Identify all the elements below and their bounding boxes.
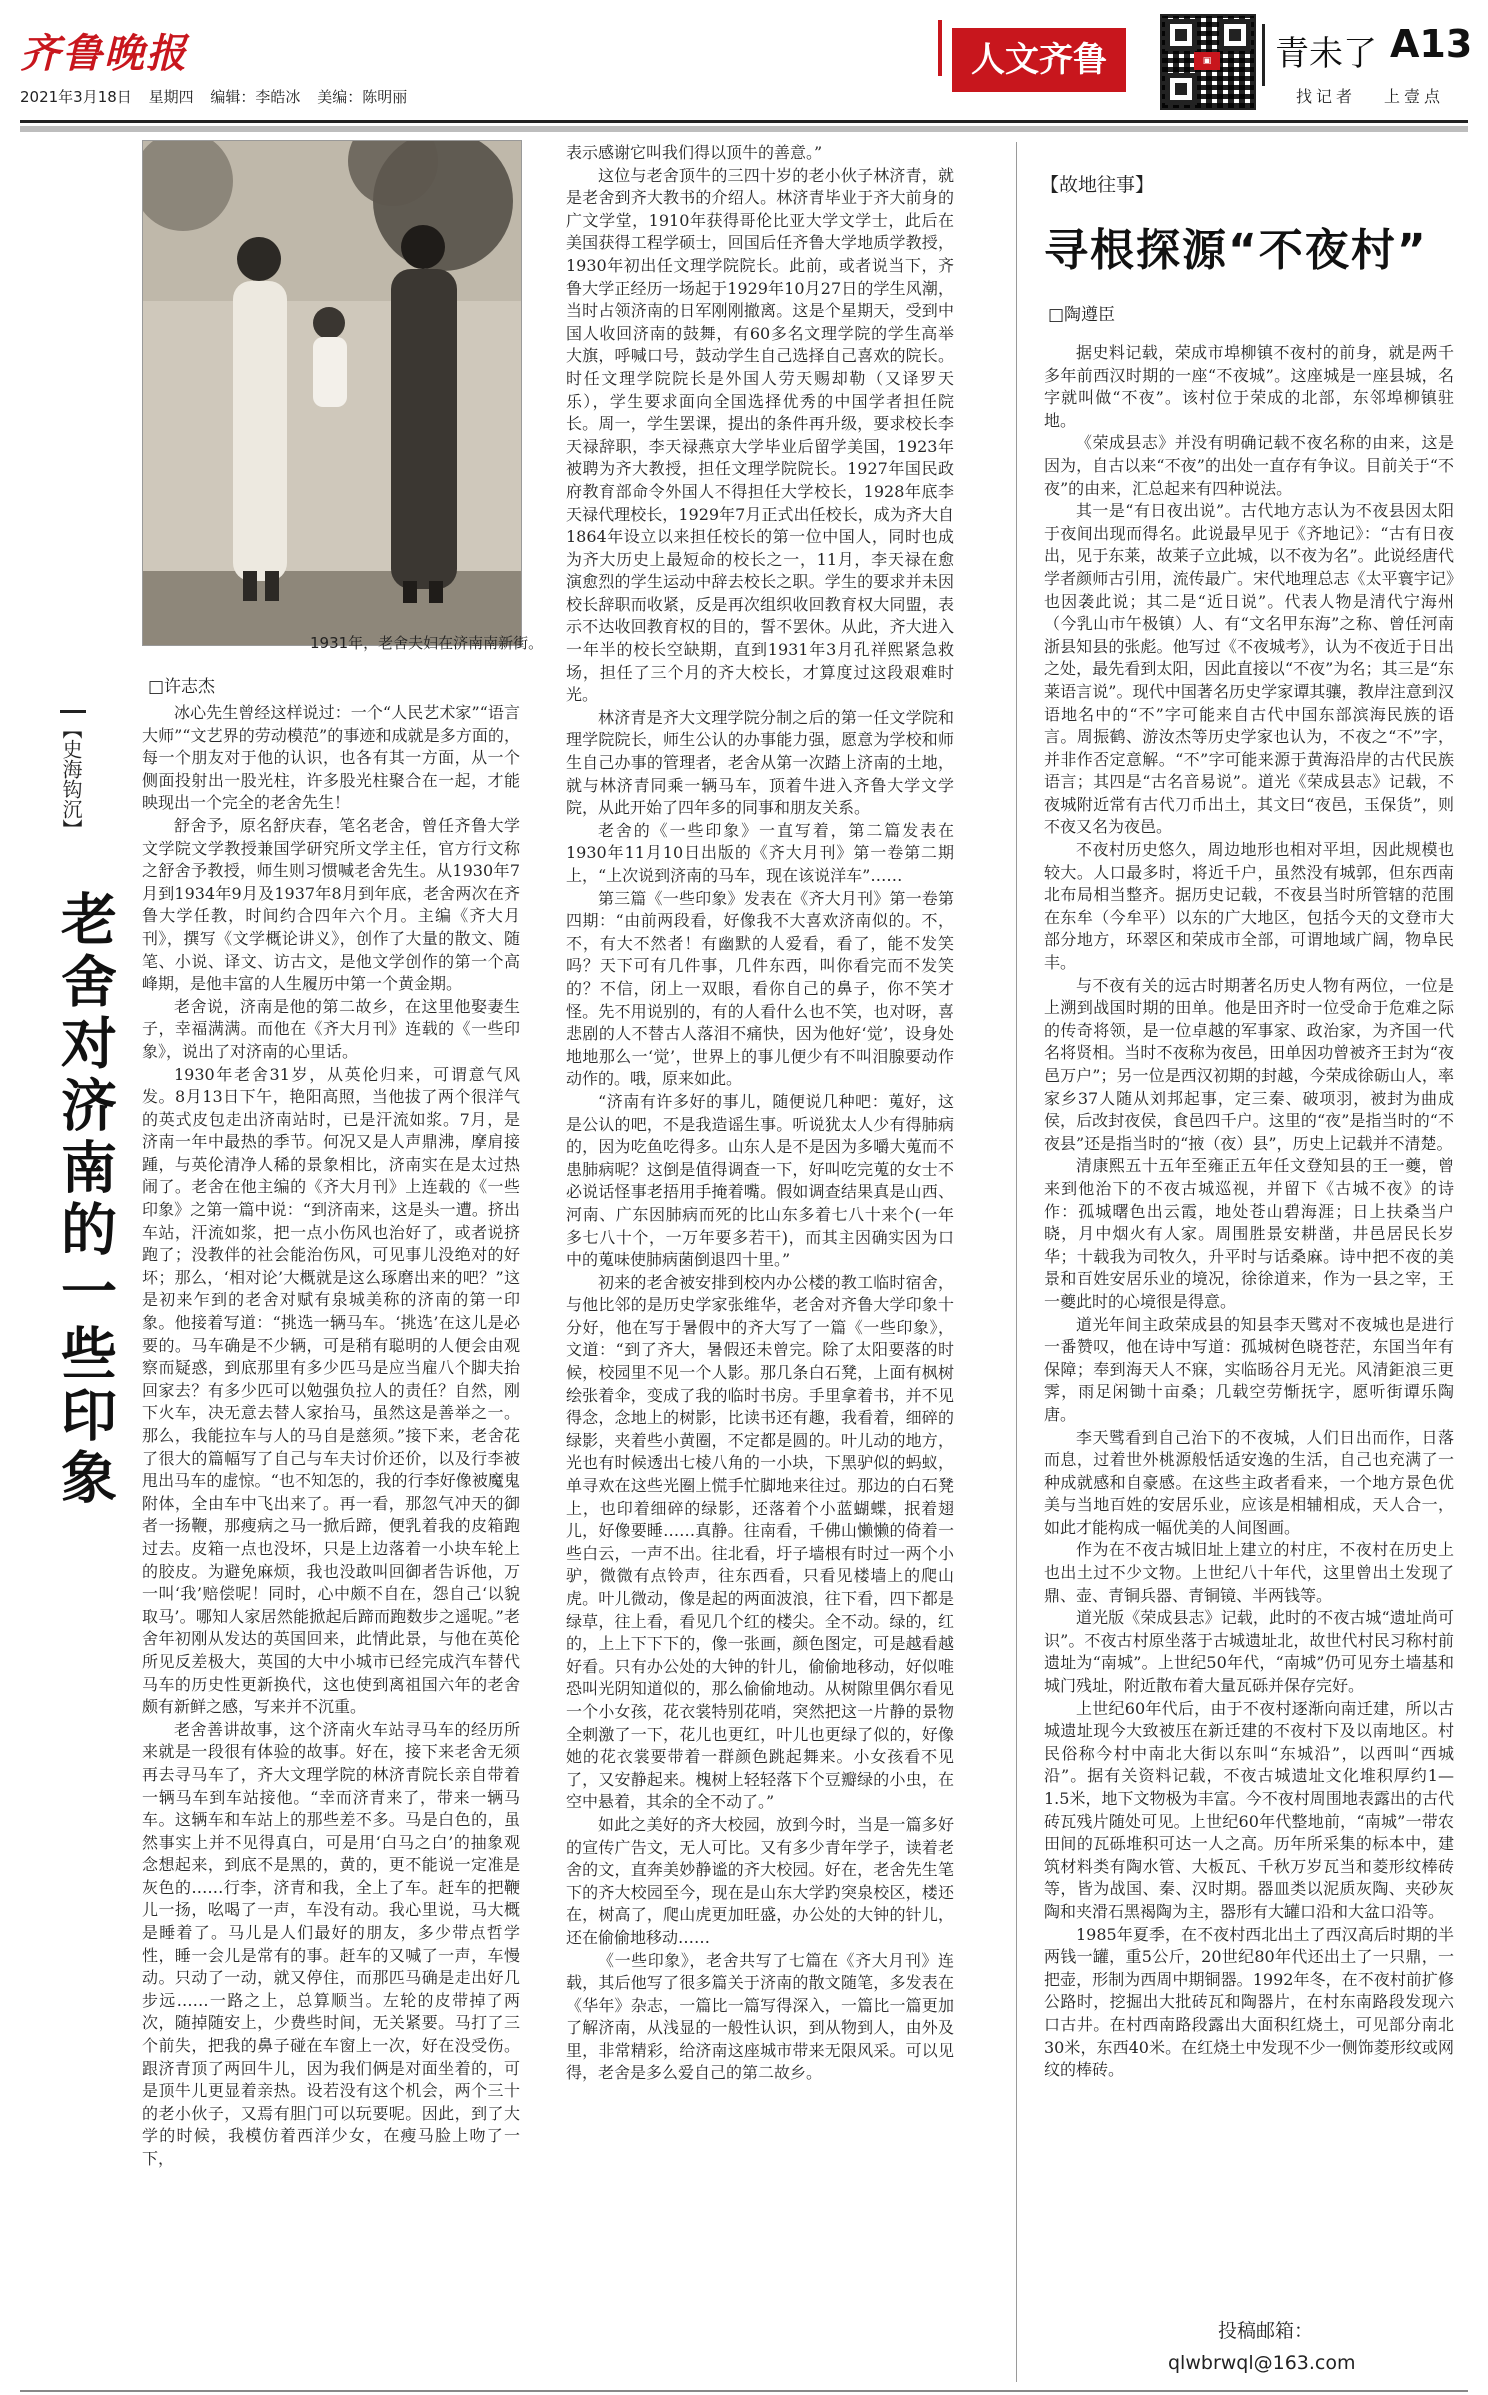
header-rule-gray xyxy=(20,126,1468,132)
right-article-body xyxy=(1044,342,1454,2300)
paragraph: 其一是“有日夜出说”。古代地方志认为不夜县因太阳于夜间出现而得名。此说最早见于《齐地记》：“古有日夜出，见于东莱，故莱子立此城，以不夜为名”。此说经唐代学者颜师古引用，流传最广。宋代地理总志《太平寰宇记》也因袭此说；其二是“近日说”。代表人物是清代宁海州（今乳山市午极镇）人、有“文名甲东海”之称、曾任河南浙县知县的张彪。他写过《不夜城考》，认为不夜近于日出之处，最先看到太阳，因此直接以“不夜”为名；其三是“东莱语言说”。现代中国著名历史学家谭其骧，教岸注意到汉语地名中的“不”字可能来自古代中国东部滨海民族的语言。周振鹤、游汝杰等历史学家也认为，不夜之“不”字，并非作否定意解。“不”字可能来源于黄海沿岸的古代民族语言；其四是“古名音易说”。道光《荣成县志》记载，不夜城附近常有古代刀币出土，其文曰“夜邑，玉保货”，则不夜又名为夜邑。 xyxy=(1044,501,1454,837)
right-byline: □陶遵臣 xyxy=(1048,305,1116,325)
paragraph: 老舍说，济南是他的第二故乡，在这里他娶妻生子，幸福满满。而他在《齐大月刊》连载的《一些印象》，说出了对济南的心里话。 xyxy=(142,996,520,1061)
paragraph: “济南有许多好的事儿，随便说几种吧：蒐好，这是公认的吧，不是我造谣生事。听说犹太人少有得肺病的，因为吃鱼吃得多。山东人是不是因为多嚼大蒐而不患肺病呢？这倒是值得调查一下，好叫吃完蒐的女士不必说话怪事老捂用手掩着嘴。假如调查结果真是山西、河南、广东因肺病而死的比山东多着七八十来个(一年多七八十个，一万年要多若干)，而其主因确实因为口中的蒐味使肺病菌倒退四十里。” xyxy=(566,1091,954,1270)
column-divider xyxy=(1016,142,1017,2382)
paragraph: 1985年夏季，在不夜村西北出土了西汉高后时期的半两钱一罐，重5公斤，20世纪80年代还出土了一只鼎，一把壶，形制为西周中期铜器。1992年冬，在不夜村前扩修公路时，挖掘出大批砖瓦和陶器片，在村东南路段发现六口古井。在村西南路段露出大面积红烧土，可见部分南北30米，东西40米。在红烧土中发现不少一侧饰菱形纹或网纹的棒砖。 xyxy=(1044,1924,1454,2080)
paragraph: 老舍的《一些印象》一直写着，第二篇发表在1930年11月10日出版的《齐大月刊》第一卷第二期上，“上次说到济南的马车，现在该说洋车”…… xyxy=(566,820,954,885)
paragraph: 老舍善讲故事，这个济南火车站寻马车的经历所来就是一段很有体验的故事。好在，接下来老舍无须再去寻马车了，齐大文理学院的林济青院长亲自带着一辆马车到车站接他。“幸而济青来了，带来一辆马车。这辆车和车站上的那些差不多。马是白色的，虽然事实上并不见得真白，可是用‘白马之白’的抽象观念想起来，到底不是黑的，黄的，更不能说一定准是灰色的……行李，济青和我，全上了车。赶车的把鞭儿一扬，吆喝了一声，车没有动。我心里说，马大概是睡着了。马儿是人们最好的朋友，多少带点哲学性，睡一会儿是常有的事。赶车的又喊了一声，车慢动。只动了一动，就又停住，而那匹马确是走出好几步远……一路之上，总算顺当。左轮的皮带掉了两次，随掉随安上，少费些时间，无关紧要。马打了三个前失，把我的鼻子碰在车窗上一次，好在没受伤。跟济青顶了两回牛儿，因为我们俩是对面坐着的，可是顶牛儿更显着亲热。设若没有这个机会，两个三十的老小伙子，又焉有胆门可以玩要呢。因此，到了大学的时候，我模仿着西洋少女，在瘦马脸上吻了一下， xyxy=(142,1719,520,2168)
paragraph: 李天骘看到自己治下的不夜城，人们日出而作，日落而息，过着世外桃源般恬适安逸的生活，自己也充满了一种成就感和自豪感。在这些主政者看来，一个地方景色优美与当地百姓的安居乐业，应该是相辅相成，天人合一，如此才能构成一幅优美的人间图画。 xyxy=(1044,1427,1454,1537)
right-column-tag: 【故地往事】 xyxy=(1040,174,1155,196)
footer-rule xyxy=(20,2390,1468,2392)
editors-line xyxy=(1296,84,1472,107)
paragraph: 《一些印象》，老舍共写了七篇在《齐大月刊》连载，其后他写了很多篇关于济南的散文随笔，多发表在《华年》杂志，一篇比一篇写得深入，一篇比一篇更加了解济南，从浅显的一般性认识，到从物到人，由外及里，非常精彩，给济南这座城市带来无限风采。可以见得，老舍是多么爱自己的第二故乡。 xyxy=(566,1950,954,2083)
left-article-column-1 xyxy=(142,702,520,2382)
paragraph: 与不夜有关的远古时期著名历史人物有两位，一位是上溯到战国时期的田单。他是田齐时一位受命于危难之际的传奇将领，是一位卓越的军事家、政治家，为齐国一代名将贤相。当时不夜称为夜邑，田单因功曾被齐王封为“夜邑万户”；另一位是西汉初期的封越，今荣成徐砺山人，率家乡37人随从刘邦起事，定三秦、破项羽，被封为曲成侯，后改封夜侯，食邑四千户。这里的“夜”是指当时的“不夜县”还是指当时的“掖（夜）县”，历史上记载并不清楚。 xyxy=(1044,975,1454,1153)
issue-weekday: 星期四 xyxy=(148,88,194,106)
page-title: 青未了 xyxy=(1275,34,1377,74)
paragraph: 如此之美好的齐大校园，放到今时，当是一篇多好的宣传广告文，无人可比。又有多少青年学子，读着老舍的文，直奔美妙静谧的齐大校园。好在，老舍先生笔下的齐大校园至今，现在是山东大学趵突泉校区，楼还在，树高了，爬山虎更加旺盛，办公处的大钟的针儿，还在偷偷地移动…… xyxy=(566,1814,954,1947)
masthead-divider xyxy=(1262,24,1265,86)
paragraph: 上世纪60年代后，由于不夜村逐渐向南迁建，所以古城遗址现今大致被压在新迁建的不夜村下及以南地区。村民俗称今村中南北大街以东叫“东城沿”，以西叫“西城沿”。据有关资料记载，不夜古城遗址文化堆积厚约1—1.5米，地下文物极为丰富。今不夜村周围地表露出的古代砖瓦残片随处可见。上世纪60年代整地前，“南城”一带农田间的瓦砾堆积可达一人之高。历年所采集的标本中，建筑材料类有陶水管、大板瓦、千秋万岁瓦当和菱形纹棒砖等，皆为战国、秦、汉时期。器皿类以泥质灰陶、夹砂灰陶和夹滑石黑褐陶为主，器形有大罐口沿和大盆口沿等。 xyxy=(1044,1698,1454,1921)
issue-designer: 美编：陈明丽 xyxy=(317,88,408,106)
paragraph: 表示感谢它叫我们得以顶牛的善意。” xyxy=(566,143,823,162)
newspaper-logo: 齐鲁晚报 xyxy=(20,30,188,77)
paragraph: 这位与老舍顶牛的三四十岁的老小伙子林济青，就是老舍到齐大教书的介绍人。林济青毕业于齐大前身的广文学堂，1910年获得哥伦比亚大学文学士，此后在美国获得工程学硕士，回国后任齐鲁大学地质学教授，1930年初出任文理学院院长。此前，或者说当下，齐鲁大学正经历一场起于1929年10月27日的学生风潮，当时占领济南的日军刚刚撤离。这是个星期天，受到中国人收回济南的鼓舞，有60多名文理学院的学生高举大旗，呼喊口号，鼓动学生自己选择自己喜欢的院长。时任文理学院院长是外国人劳天赐却勒（又译罗天乐），学生要求面向全国选择优秀的中国学者担任院长。周一，学生罢课，提出的条件再升级，要求校长李天禄辞职，李天禄燕京大学毕业后留学美国，1923年被聘为齐大教授，担任文理学院院长。1927年国民政府教育部命令外国人不得担任大学校长，1928年底李天禄代理校长，1929年7月正式出任校长，成为齐大自1864年设立以来担任校长的第一位中国人，同时也成为齐大历史上最短命的校长之一，11月，李天禄在愈演愈烈的学生运动中辞去校长之职。学生的要求并未因校长辞职而收紧，反是再次组织收回教育权大同盟，表示不达收回教育权的目的，誓不罢休。从此，齐大进入一年半的校长空缺期，直到1931年3月孔祥熙紧急救场，担任了三个月的齐大校长，才算度过这段艰难时光。 xyxy=(566,165,954,705)
section-tab: 人文齐鲁 xyxy=(952,28,1126,92)
paragraph: 林济青是齐大文理学院分制之后的第一任文学院和理学院院长，师生公认的办事能力强，愿意为学校和师生自己办事的管理者，老舍从第一次踏上济南的土地，就与林济青同乘一辆马车，顶着牛进入齐鲁大学文学院，从此开始了四年多的同事和朋友关系。 xyxy=(566,707,954,818)
left-article-column-2 xyxy=(566,142,954,2380)
right-article-title: 寻根探源“不夜村” xyxy=(1044,225,1428,276)
header-rule xyxy=(20,120,1468,123)
left-byline: □许志杰 xyxy=(148,677,216,697)
paragraph: 道光年间主政荣成县的知县李天骘对不夜城也是进行一番赞叹，他在诗中写道：孤城树色晓苍茫，东国当年有保障；奉到海天人不寐，实临旸谷月无光。风清鉅浪三更霁，雨足闲锄十亩桑；几载空劳惭抚字，愿听街谭乐陶唐。 xyxy=(1044,1314,1454,1424)
submit-label: 投稿邮箱： xyxy=(1218,2320,1314,2342)
left-column-tag: 【史海钩沉】 xyxy=(60,710,86,839)
editors-item: 找记者 xyxy=(1296,87,1357,106)
paragraph: 道光版《荣成县志》记载，此时的不夜古城“遗址尚可识”。不夜古村原坐落于古城遗址北，故世代村民习称村前遗址为“南城”。上世纪50年代，“南城”仍可见夯土墙基和城门残址，附近散布着大量瓦砾并保存完好。 xyxy=(1044,1608,1454,1696)
paragraph: 《荣成县志》并没有明确记载不夜名称的由来，这是因为，自古以来“不夜”的出处一直存有争议。目前关于“不夜”的由来，汇总起来有四种说法。 xyxy=(1044,433,1454,498)
photo-caption: 1931年，老舍夫妇在济南南新街。 xyxy=(310,634,544,652)
page-number: A13 xyxy=(1390,22,1473,66)
paragraph: 初来的老舍被安排到校内办公楼的教工临时宿舍，与他比邻的是历史学家张维华，老舍对齐鲁大学印象十分好，他在写于暑假中的齐大写了一篇《一些印象》，文道：“到了齐大，暑假还未曾完。除了太阳要落的时候，校园里不见一个人影。那几条白石凳，上面有枫树绘张着伞，变成了我的临时书房。手里拿着书，并不见得念，念地上的树影，比读书还有趣，我看着，细碎的绿影，夹着些小黄圈，不定都是圆的。叶儿动的地方，光也有时候透出七棱八角的一小块，下黑驴似的蚂蚁，单寻欢在这些光圈上慌手忙脚地来往过。那边的白石凳上，也印着细碎的绿影，还落着个小蓝蝴蝶，抿着翅儿，好像要睡……真静。往南看，千佛山懒懒的倚着一些白云，一声不出。往北看，圩子墙根有时过一两个小驴，微微有点铃声，往东西看，只看见楼墙上的爬山虎。叶儿微动，像是起的两面波浪，往下看，四下都是绿草，往上看，看见几个红的楼尖。全不动。绿的，红的，上上下下下的，像一张画，颜色图定，可是越看越好看。只有办公处的大钟的针儿，偷偷地移动，好似唯恐叫光阴知道似的，那么偷偷地动。从树隙里偶尔看见一个小女孩，花衣裳特别花哨，突然把这一片静的景物全刺激了一下，花儿也更红，叶儿也更绿了似的，好像她的花衣裳要带着一群颜色跳起舞来。小女孩看不见了，又安静起来。槐树上轻轻落下个豆瓣绿的小虫，在空中悬着，其余的全不动了。” xyxy=(566,1272,954,1812)
issue-info xyxy=(20,86,419,107)
paragraph: 作为在不夜古城旧址上建立的村庄，不夜村在历史上也出土过不少文物。上世纪八十年代，这里曾出土发现了鼎、壶、青铜兵器、青铜镜、半两钱等。 xyxy=(1044,1540,1454,1605)
paragraph: 据史料记载，荣成市埠柳镇不夜村的前身，就是两千多年前西汉时期的一座“不夜城”。这座城是一座县城，名字就叫做“不夜”。该村位于荣成的北部，东邻埠柳镇驻地。 xyxy=(1044,343,1454,430)
issue-editor: 编辑：李皓冰 xyxy=(210,88,301,106)
paragraph: 第三篇《一些印象》发表在《齐大月刊》第一卷第四期：“由前两段看，好像我不大喜欢济南似的。不，不，有大不然者！有幽默的人爱看，看了，能不发笑吗？天下可有几件事，几件东西，叫你看完而不发笑的？不信，闭上一双眼，看你自己的鼻子，你不笑才怪。先不用说别的，有的人看什么也不笑，也对呀，喜悲剧的人不替古人落泪不痛快，因为他好‘觉’，设身处地地那么一‘觉’，世界上的事儿便少有不叫泪腺要动作动作的。哦，原来如此。 xyxy=(566,888,954,1089)
paragraph: 冰心先生曾经这样说过：一个“人民艺术家”“语言大师”“文艺界的劳动模范”的事迹和成就是多方面的，每一个朋友对于他的认识，也各有其一方面，从一个侧面投射出一股光柱，许多股光柱聚合在一起，才能映现出一个完全的老舍先生！ xyxy=(142,703,520,813)
submit-email-link[interactable]: qlwbrwql@163.com xyxy=(1168,2352,1356,2374)
paragraph: 不夜村历史悠久，周边地形也相对平坦，因此规模也较大。人口最多时，将近千户，虽然没有城郭，但东西南北布局相当整齐。据历史记载，不夜县当时所管辖的范围在东牟（今牟平）以东的广大地区，包括今天的文登市大部分地方，环翠区和荣成市全部，可谓地域广阔，物阜民丰。 xyxy=(1044,840,1454,973)
paragraph: 舒舍予，原名舒庆春，笔名老舍，曾任齐鲁大学文学院文学教授兼国学研究所文学主任，官方行文称之舒舍予教授，师生则习惯喊老舍先生。从1930年7月到1934年9月及1937年8月到年底，老舍两次在齐鲁大学任教，时间约合四年六个月。主编《齐大月刊》，撰写《文学概论讲义》，创作了大量的散文、随笔、小说、译文、访古文，是他文学创作的第一个高峰期，是他丰富的人生履历中第一个黄金期。 xyxy=(142,815,520,994)
historical-photo xyxy=(142,140,522,646)
photo-illustration-icon xyxy=(143,141,521,645)
left-article-title: 老舍对济南的一些印象 xyxy=(52,890,117,1510)
issue-date: 2021年3月18日 xyxy=(20,88,132,106)
qr-code-icon[interactable]: ▣ xyxy=(1160,14,1256,110)
paragraph: 清康熙五十五年至雍正五年任文登知县的王一夔，曾来到他治下的不夜古城巡视，并留下《古城不夜》的诗作：孤城曙色出云霞，地处苍山碧海涯；日上扶桑当户晓，月中烟火有人家。周围胜景安耕凿，井邑居民长岁华；十载我为司牧久，升平时与话桑麻。诗中把不夜的美景和百姓安居乐业的境况，徐徐道来，作为一县之宰，王一夔此时的心境很是得意。 xyxy=(1044,1156,1454,1311)
editors-item: 上壹点 xyxy=(1384,87,1445,106)
paragraph: 1930年老舍31岁，从英伦归来，可谓意气风发。8月13日下午，艳阳高照，当他拔了两个很洋气的英式皮包走出济南站时，已是汗流如浆。7月，是济南一年中最热的季节。何况又是人声鼎沸，摩肩接踵，与英伦清净人稀的景象相比，济南实在是太过热闹了。老舍在他主编的《齐大月刊》上连载的《一些印象》之第一篇中说：“到济南来，这是头一遭。挤出车站，汗流如浆，把一点小伤风也治好了，或者说挤跑了；没教伴的社会能治伤风，可见事儿没绝对的好坏；那么，‘相对论’大概就是这么琢磨出来的吧？”这是初来乍到的老舍对赋有泉城美称的济南的第一印象。他接着写道：“挑选一辆马车。‘挑选’在这儿是必要的。马车确是不少辆，可是稍有聪明的人便会由观察而疑惑，到底那里有多少匹马是应当雇八个脚夫抬回家去？有多少匹可以勉强负拉人的责任？自然，刚下火车，决无意去替人家抬马，虽然这是善举之一。那么，我能拉车与人的马自是慈须。”接下来，老舍花了很大的篇幅写了自己与车夫讨价还价，以及行李被甩出马车的虚惊。“也不知怎的，我的行李好像被魔鬼附体，全由车中飞出来了。再一看，那忽气冲天的御者一扬鞭，那瘦病之马一掀后蹄，便乳着我的皮箱跑过去。皮箱一点也没坏，只是上边落着一小块车轮上的胶皮。为避免麻烦，我也没敢叫回御者告诉他，万一叫‘我’赔偿呢！同时，心中颇不自在，怨自己‘以貌取马’。哪知人家居然能掀起后蹄而跑数步之遥呢。”老舍年初刚从发达的英国回来，此情此景，与他在英伦所见反差极大，英国的大中小城市已经完成汽车替代马车的历史性更新换代，这也使到离祖国六年的老舍颇有新鲜之感，写来并不沉重。 xyxy=(142,1064,520,1717)
